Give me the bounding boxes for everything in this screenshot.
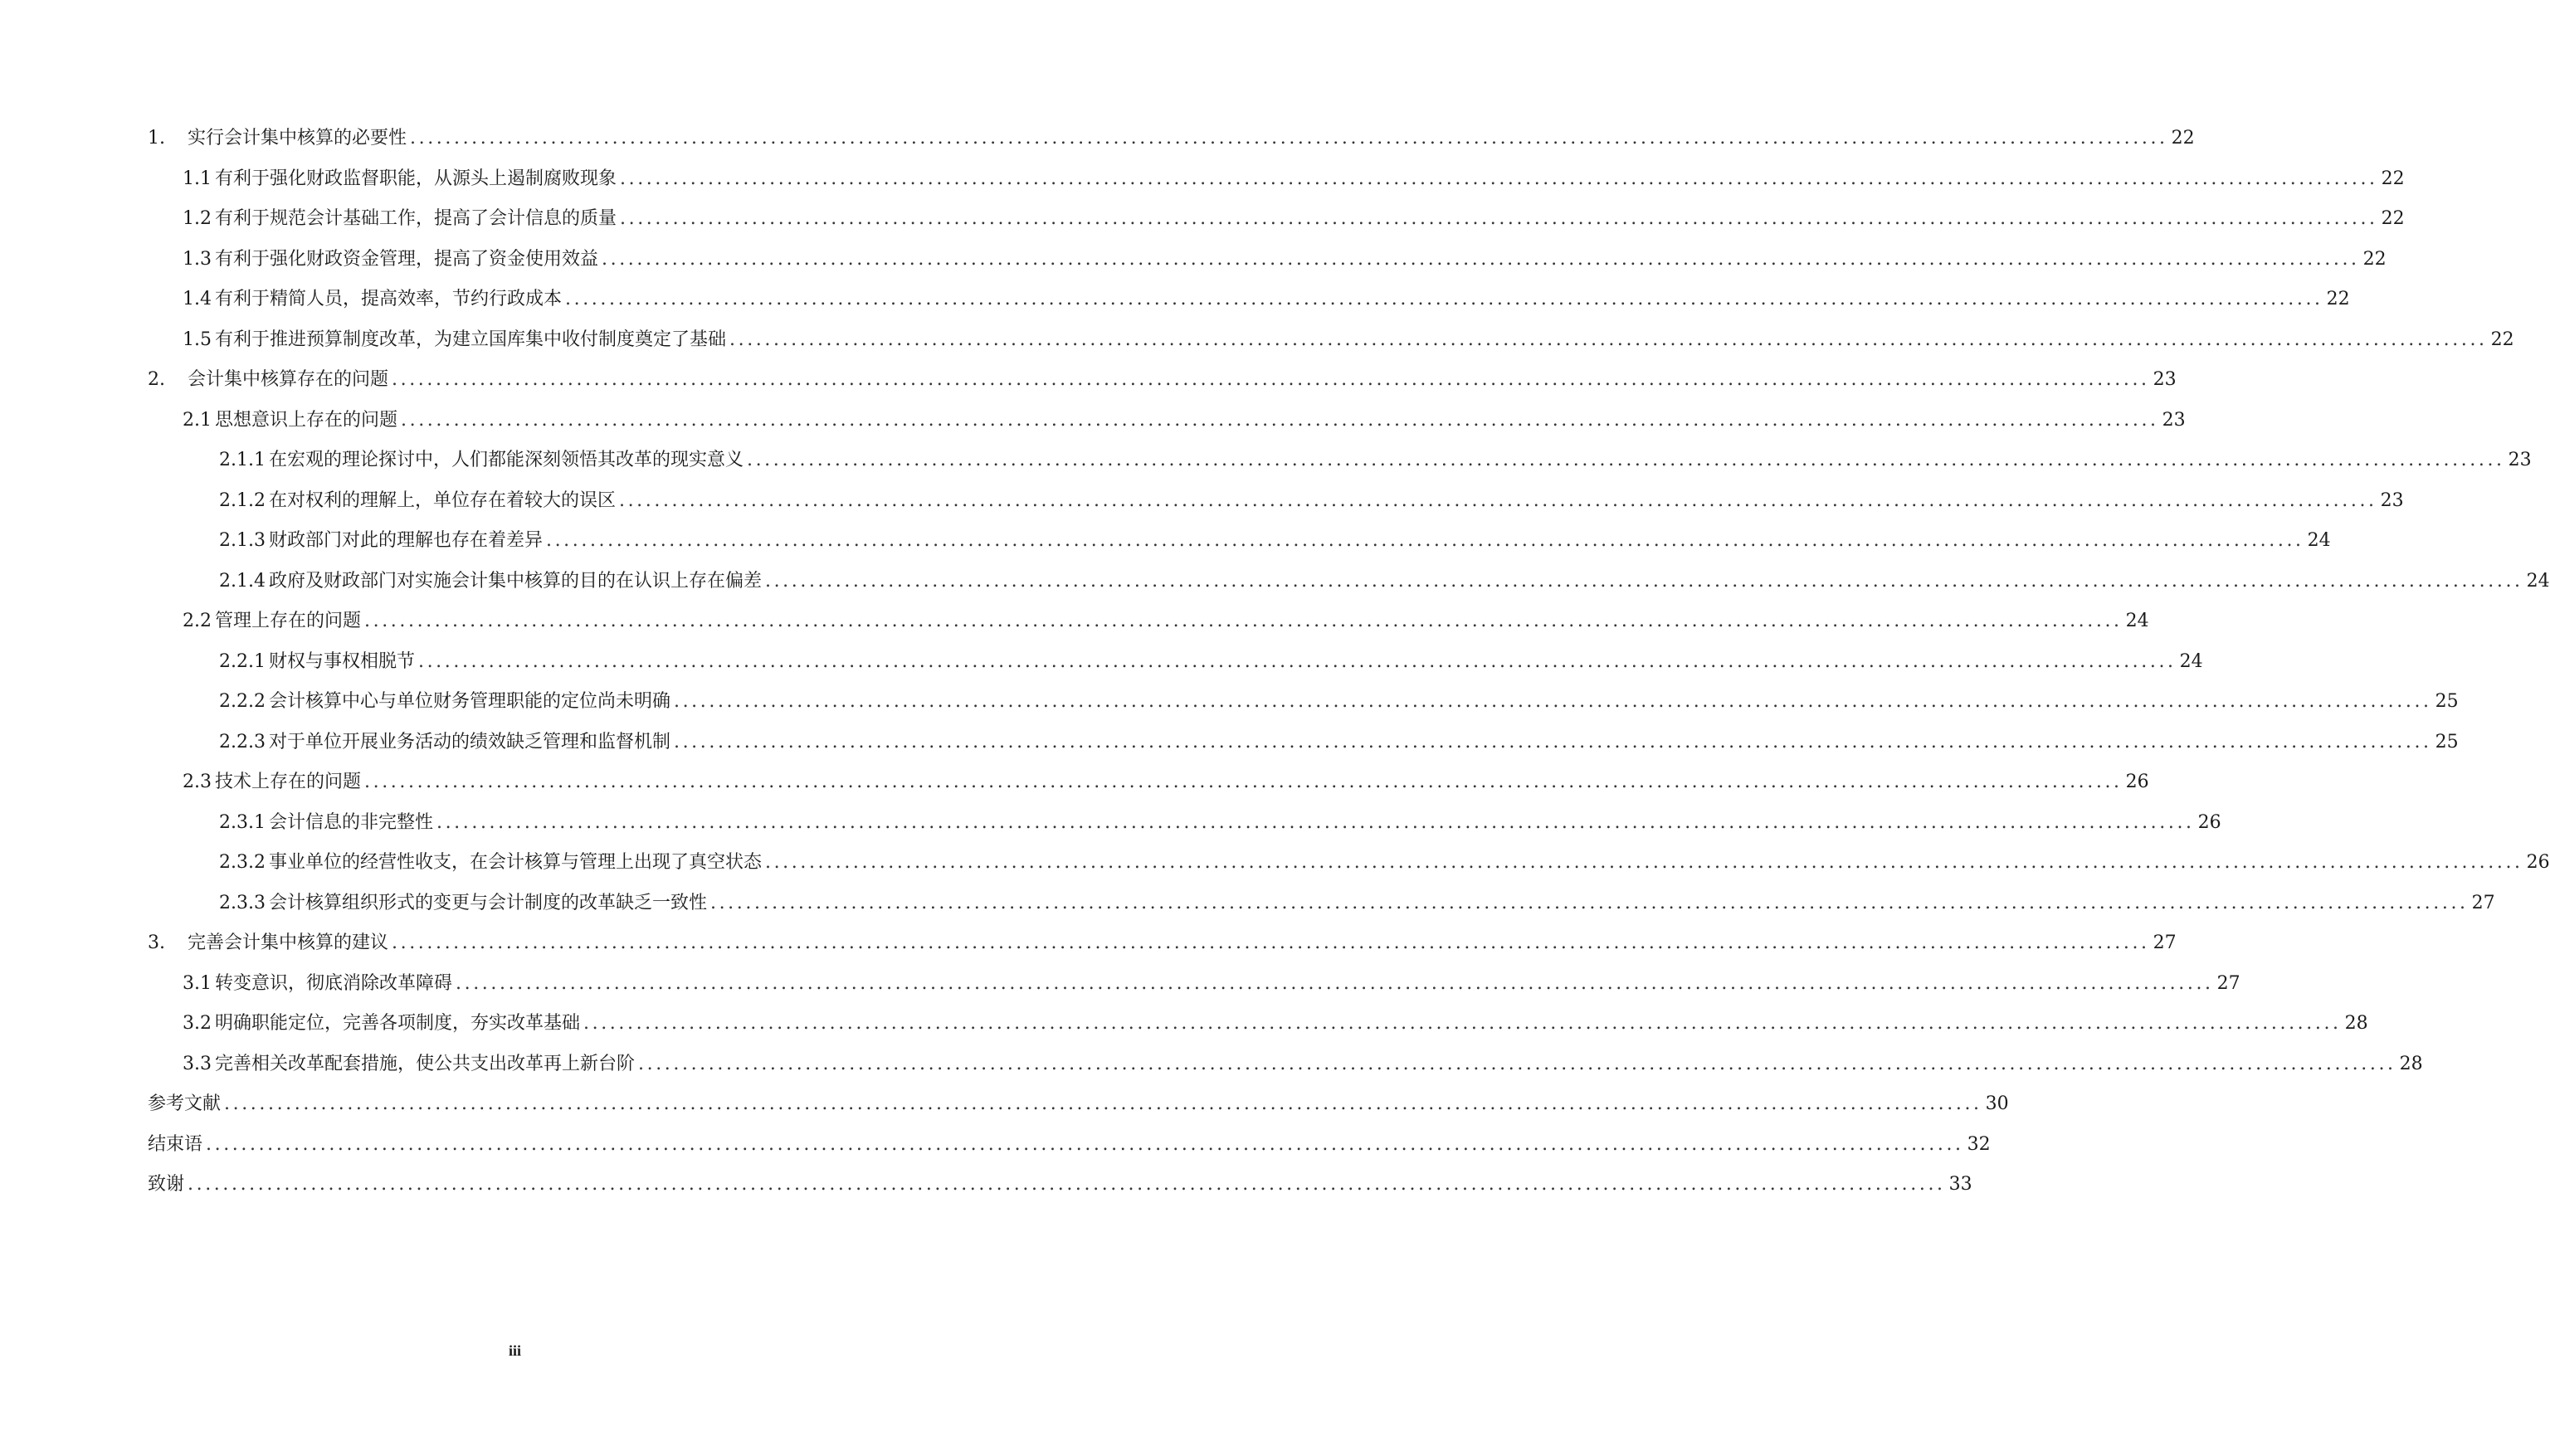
toc-entry-title: 参考文献	[148, 1093, 222, 1114]
toc-entry[interactable]	[148, 642, 2203, 683]
toc-dot-leader: ........................................................................................................................................................................................................	[401, 409, 2159, 431]
toc-entry[interactable]	[148, 562, 2550, 602]
toc-entry-number: 2.3	[183, 772, 212, 792]
toc-entry-number: 3.	[148, 933, 165, 953]
toc-entry[interactable]	[148, 1165, 1972, 1205]
toc-entry-page: 28	[2344, 1013, 2368, 1034]
toc-entry[interactable]	[148, 923, 2177, 964]
page-number: iii	[508, 1342, 521, 1359]
toc-entry-title: 明确职能定位，完善各项制度，夯实改革基础	[215, 1013, 581, 1034]
toc-entry-title: 实行会计集中核算的必要性	[188, 128, 407, 149]
toc-entry-page: 23	[2380, 489, 2404, 511]
toc-dot-leader: ........................................................................................................................................................................................................	[729, 329, 2488, 350]
toc-dot-leader: ........................................................................................................................................................................................................	[765, 570, 2523, 592]
toc-entry-number: 2.2.2	[219, 691, 266, 712]
toc-entry[interactable]	[148, 441, 2532, 481]
toc-entry-page: 28	[2399, 1053, 2423, 1074]
toc-entry[interactable]	[148, 762, 2149, 803]
toc-entry-number: 3.1	[183, 972, 212, 994]
toc-entry-page: 22	[2326, 289, 2350, 309]
toc-entry-page: 24	[2307, 530, 2331, 551]
toc-entry-title: 会计信息的非完整性	[268, 811, 433, 833]
toc-entry-number: 1.1	[183, 168, 212, 189]
toc-dot-leader: ........................................................................................................................................................................................................	[674, 691, 2432, 712]
toc-entry-page: 22	[2171, 128, 2195, 149]
toc-entry[interactable]	[148, 521, 2331, 562]
toc-entry[interactable]	[148, 964, 2240, 1005]
toc-dot-leader: ........................................................................................................................................................................................................	[565, 289, 2323, 309]
toc-entry-page: 24	[2526, 570, 2550, 592]
toc-entry-number: 1.5	[183, 329, 212, 350]
toc-entry[interactable]	[148, 401, 2186, 441]
toc-dot-leader: ........................................................................................................................................................................................................	[364, 611, 2123, 631]
toc-entry[interactable]	[148, 320, 2514, 361]
toc-entry-title: 财政部门对此的理解也存在着差异	[268, 530, 543, 551]
toc-dot-leader: ........................................................................................................................................................................................................	[710, 892, 2469, 913]
toc-entry-page: 33	[1948, 1174, 1972, 1195]
toc-entry-number: 2.1.3	[219, 530, 266, 551]
toc-entry-title: 政府及财政部门对实施会计集中核算的目的在认识上存在偏差	[268, 570, 762, 592]
toc-entry-number: 1.	[148, 128, 165, 149]
toc-dot-leader: ........................................................................................................................................................................................................	[602, 248, 2360, 270]
toc-entry-page: 24	[2179, 650, 2203, 672]
toc-dot-leader: ........................................................................................................................................................................................................	[410, 128, 2168, 149]
toc-entry-number: 2.2.3	[219, 731, 266, 752]
toc-dot-leader: ........................................................................................................................................................................................................	[674, 731, 2432, 752]
toc-entry-title: 有利于推进预算制度改革，为建立国库集中收付制度奠定了基础	[215, 329, 727, 350]
toc-entry-title: 在对权利的理解上，单位存在着较大的误区	[268, 489, 616, 511]
toc-entry-number: 2.1.4	[219, 570, 266, 592]
toc-entry-number: 3.3	[183, 1053, 212, 1074]
toc-entry-title: 在宏观的理论探讨中，人们都能深刻领悟其改革的现实意义	[268, 450, 744, 470]
toc-entry-title: 有利于规范会计基础工作，提高了会计信息的质量	[215, 208, 617, 229]
toc-dot-leader: ........................................................................................................................................................................................................	[546, 530, 2304, 551]
toc-entry[interactable]	[148, 481, 2404, 522]
toc-entry-title: 有利于精简人员，提高效率，节约行政成本	[215, 289, 563, 309]
toc-entry[interactable]	[148, 1045, 2423, 1085]
toc-dot-leader: ........................................................................................................................................................................................................	[583, 1013, 2342, 1034]
toc-entry-title: 结束语	[148, 1133, 203, 1155]
toc-entry-page: 27	[2471, 892, 2495, 913]
toc-entry-page: 27	[2216, 972, 2240, 994]
toc-entry-title: 会计核算中心与单位财务管理职能的定位尚未明确	[268, 691, 670, 712]
toc-dot-leader: ........................................................................................................................................................................................................	[638, 1053, 2396, 1074]
toc-dot-leader: ........................................................................................................................................................................................................	[456, 972, 2214, 994]
toc-entry-page: 25	[2435, 731, 2459, 752]
toc-entry-page: 25	[2435, 691, 2459, 712]
toc-entry-number: 2.1.2	[219, 489, 266, 511]
toc-entry-title: 有利于强化财政资金管理，提高了资金使用效益	[215, 248, 599, 270]
toc-entry-page: 23	[2153, 369, 2177, 390]
toc-entry-title: 致谢	[148, 1174, 185, 1195]
toc-entry-title: 事业单位的经营性收支，在会计核算与管理上出现了真空状态	[268, 852, 762, 873]
toc-entry-page: 23	[2162, 409, 2186, 431]
toc-entry-number: 2.2.1	[219, 650, 266, 672]
toc-entry-number: 3.2	[183, 1013, 212, 1034]
toc-entry-title: 管理上存在的问题	[215, 611, 362, 631]
toc-entry-page: 24	[2125, 611, 2149, 631]
toc-entry[interactable]	[148, 1125, 1991, 1166]
toc-entry[interactable]	[148, 1004, 2368, 1045]
toc-entry-page: 26	[2197, 811, 2221, 833]
toc-entry-number: 2.3.2	[219, 852, 266, 873]
toc-entry-title: 会计核算组织形式的变更与会计制度的改革缺乏一致性	[268, 892, 707, 913]
toc-dot-leader: ........................................................................................................................................................................................................	[188, 1174, 1946, 1195]
toc-entry-title: 完善会计集中核算的建议	[188, 933, 389, 953]
toc-entry[interactable]	[148, 843, 2550, 884]
toc-dot-leader: ........................................................................................................................................................................................................	[747, 450, 2505, 470]
toc-entry-title: 对于单位开展业务活动的绩效缺乏管理和监督机制	[268, 731, 670, 752]
toc-dot-leader: ........................................................................................................................................................................................................	[620, 168, 2378, 189]
toc-entry[interactable]	[148, 723, 2459, 763]
toc-entry-number: 1.2	[183, 208, 212, 229]
toc-entry[interactable]	[148, 159, 2405, 200]
toc-entry-number: 2.3.1	[219, 811, 266, 833]
toc-entry-title: 有利于强化财政监督职能，从源头上遏制腐败现象	[215, 168, 617, 189]
toc-entry-title: 财权与事权相脱节	[268, 650, 415, 672]
toc-entry-page: 22	[2381, 168, 2405, 189]
toc-entry-number: 2.1	[183, 409, 212, 431]
toc-dot-leader: ........................................................................................................................................................................................................	[436, 811, 2195, 833]
toc-dot-leader: ........................................................................................................................................................................................................	[418, 650, 2177, 672]
toc-dot-leader: ........................................................................................................................................................................................................	[765, 852, 2523, 873]
toc-entry-title: 转变意识，彻底消除改革障碍	[215, 972, 453, 994]
toc-entry-number: 2.3.3	[219, 892, 266, 913]
toc-dot-leader: ........................................................................................................................................................................................................	[364, 772, 2123, 792]
toc-dot-leader: ........................................................................................................................................................................................................	[392, 369, 2150, 390]
toc-entry-page: 27	[2153, 933, 2177, 953]
toc-dot-leader: ........................................................................................................................................................................................................	[619, 489, 2377, 511]
toc-entry[interactable]	[148, 682, 2459, 723]
toc-entry-title: 会计集中核算存在的问题	[188, 369, 389, 390]
toc-entry-page: 22	[2381, 208, 2405, 229]
toc-entry-page: 22	[2362, 248, 2387, 270]
toc-entry[interactable]	[148, 199, 2405, 240]
toc-entry-number: 2.1.1	[219, 450, 266, 470]
toc-dot-leader: ........................................................................................................................................................................................................	[224, 1093, 1982, 1114]
toc-dot-leader: ........................................................................................................................................................................................................	[206, 1133, 1964, 1155]
toc-dot-leader: ........................................................................................................................................................................................................	[392, 933, 2150, 953]
table-of-contents	[148, 119, 2550, 1205]
toc-entry[interactable]	[148, 601, 2149, 642]
toc-entry[interactable]	[148, 884, 2495, 924]
toc-entry-page: 26	[2125, 772, 2149, 792]
toc-entry-page: 23	[2508, 450, 2532, 470]
toc-entry[interactable]	[148, 360, 2177, 401]
toc-entry-number: 1.4	[183, 289, 212, 309]
toc-entry[interactable]	[148, 803, 2221, 844]
toc-entry[interactable]	[148, 1084, 2009, 1125]
toc-entry-title: 完善相关改革配套措施，使公共支出改革再上新台阶	[215, 1053, 636, 1074]
toc-entry[interactable]	[148, 280, 2350, 320]
toc-entry[interactable]	[148, 240, 2387, 280]
toc-dot-leader: ........................................................................................................................................................................................................	[620, 208, 2378, 229]
toc-entry-page: 32	[1967, 1133, 1991, 1155]
toc-entry-title: 思想意识上存在的问题	[215, 409, 398, 431]
toc-entry-page: 22	[2490, 329, 2514, 350]
toc-entry-page: 30	[1985, 1093, 2009, 1114]
toc-entry-page: 26	[2526, 852, 2550, 873]
toc-entry-number: 2.	[148, 369, 165, 390]
toc-entry-number: 1.3	[183, 248, 212, 270]
toc-entry-title: 技术上存在的问题	[215, 772, 362, 792]
toc-entry-number: 2.2	[183, 611, 212, 631]
toc-entry[interactable]	[148, 119, 2195, 159]
